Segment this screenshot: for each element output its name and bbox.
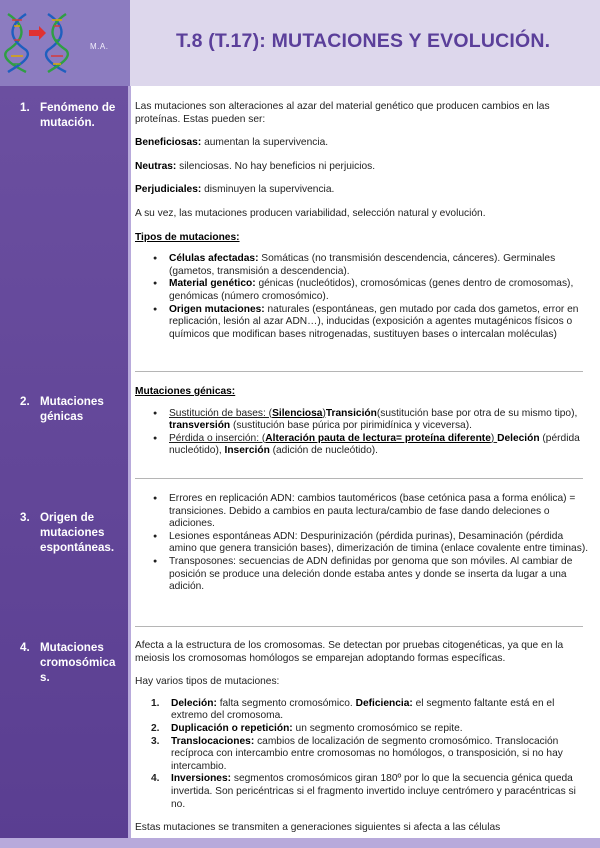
text-run: Sustitución de bases: ( [169, 407, 273, 419]
definition: silenciosas. No hay beneficios ni perjuicios. [176, 160, 376, 172]
types-intro-text: Hay varios tipos de mutaciones: [135, 676, 280, 688]
list-item [135, 304, 589, 342]
text-run: ) [322, 407, 326, 419]
list-item [135, 278, 589, 303]
term: Deleción: [171, 697, 217, 709]
list-item [135, 408, 589, 433]
section-geneticas [135, 386, 589, 458]
definition: segmentos cromosómicos giran 180º por lo que la secuencia génica queda invertida. Son pericéntricas si el fragmento invertido incluye centrómero y paracéntricas si no. [171, 773, 576, 810]
summary-text: A su vez, las mutaciones producen variabilidad, selección natural y evolución. [135, 207, 486, 219]
type-neutras [135, 161, 589, 174]
section-fenomeno [135, 101, 589, 341]
text-run: (adición de nucleótido). [269, 445, 378, 457]
term: Deficiencia: [355, 697, 413, 709]
term: Células afectadas: [169, 253, 259, 265]
sidebar-item-number: 4. [20, 641, 30, 654]
list-item: ● Lesiones espontáneas ADN: Despurinización (pérdida purinas), Desaminación (pérdida amino que genera transición bases), dimerización de timina (enlace covalente entre timinas). [135, 531, 589, 556]
type-perjudiciales [135, 184, 589, 197]
list-number: 4. [151, 773, 160, 785]
term: Material genético: [169, 278, 256, 290]
dna-logo-icon [4, 10, 70, 76]
term: Alteración pauta de lectura= proteína diferente [265, 432, 491, 444]
type-beneficiosas [135, 137, 589, 150]
list-item: ● Transposones: secuencias de ADN definidas por genoma que son móviles. Al cambiar de posición se produce una deleción donde estaba antes y donde se inserta da lugar a una adición. [135, 556, 589, 594]
term: Inversiones: [171, 773, 232, 785]
term: Duplicación o repetición: [171, 722, 293, 734]
section-cromosomicas [135, 640, 589, 835]
sidebar-item-label: Mutaciones génicas [40, 395, 104, 423]
definition: aumentan la supervivencia. [201, 137, 329, 149]
footer-strip [0, 838, 600, 848]
sidebar [0, 86, 128, 848]
list-item [135, 773, 589, 811]
mutation-types-list [135, 253, 589, 341]
page-title: T.8 (T.17): MUTACIONES Y EVOLUCIÓN. [176, 30, 551, 52]
definition: génicas (nucleótidos), cromosómicas (genes dentro de cromosomas), genómicas (número cromosómico). [169, 278, 574, 302]
section-heading: Tipos de mutaciones: [135, 231, 240, 243]
divider [135, 626, 583, 627]
definition: cambios de localización de segmento cromosómico. Translocación recíproca con intercambio entre cromosomas no homólogos, o transposición, si no hay intercambio. [171, 735, 563, 772]
definition: disminuyen la supervivencia. [201, 184, 335, 196]
outro-text: Estas mutaciones se transmiten a generaciones siguientes si afecta a las células [135, 822, 501, 834]
text-run: ) [490, 432, 498, 444]
section-heading: Mutaciones génicas: [135, 386, 236, 397]
header-logo-panel [0, 0, 130, 86]
sidebar-item-label: Mutaciones cromosómica s. [40, 641, 116, 684]
chromosomal-types-list [135, 698, 589, 811]
text-run: (sustitución base por otra de su mismo tipo), [376, 407, 578, 419]
spontaneous-origins-list [135, 493, 589, 594]
intro-text: Afecta a la estructura de los cromosomas. Se detectan por pruebas citogenéticas, ya que en la meiosis los cromosomas homólogos se emparejan adoptando formas específicas. [135, 640, 564, 664]
sidebar-item-label: Fenómeno de mutación. [40, 101, 116, 129]
sidebar-item-number: 3. [20, 511, 30, 524]
list-item [135, 433, 589, 458]
definition: falta segmento cromosómico. [216, 697, 356, 709]
term: Perjudiciales: [135, 184, 202, 196]
list-item [135, 253, 589, 278]
term: Deleción [497, 432, 540, 444]
term: Beneficiosas: [135, 137, 202, 149]
divider [135, 478, 583, 479]
list-item [135, 723, 589, 736]
section-origen [135, 493, 589, 594]
sidebar-edge [128, 86, 131, 848]
intro-text: Las mutaciones son alteraciones al azar del material genético que producen cambios en las proteínas. Estas pueden ser: [135, 101, 550, 125]
sidebar-item-number: 2. [20, 395, 30, 408]
term: Translocaciones: [171, 735, 255, 747]
list-number: 1. [151, 697, 160, 709]
definition: naturales (espontáneas, gen mutado por cada dos gametos, error en replicación, lesión al azar ADN…), inducidas (exposición a agentes mutagénicos físicos o químicos que modifican bases nitrogenadas, sustituyen bases o intercalan moléculas) [169, 303, 579, 340]
definition: un segmento cromosómico se repite. [292, 722, 463, 734]
definition: el segmento faltante está en el extremo del cromosoma. [171, 697, 555, 722]
list-item: ● Errores en replicación ADN: cambios tautoméricos (base cetónica pasa a forma enólica) = transiciones. Debido a cambios en pauta lectura/cambio de fase dando deleciones o adiciones. [135, 493, 589, 531]
list-item [135, 698, 589, 723]
term: Silenciosa [272, 407, 323, 419]
list-item [135, 736, 589, 774]
sidebar-item-number: 1. [20, 101, 30, 114]
term: Inserción [224, 445, 270, 457]
text-run: Pérdida o inserción: ( [169, 432, 266, 444]
author-tag: M.A. [90, 42, 109, 51]
list-number: 3. [151, 735, 160, 747]
term: Neutras: [135, 160, 177, 172]
term: transversión [169, 420, 231, 432]
divider [135, 371, 583, 372]
text-run: (sustitución base púrica por pirimidínica y viceversa). [230, 420, 472, 432]
list-number: 2. [151, 722, 160, 734]
term: Transición [325, 407, 377, 419]
sidebar-item-label: Origen de mutaciones espontáneas. [40, 511, 115, 554]
term: Origen mutaciones: [169, 303, 265, 315]
text-run: (pérdida nucleótido), [169, 432, 580, 457]
genic-mutations-list [135, 408, 589, 458]
page-header [0, 0, 600, 86]
definition: Somáticas (no transmisión descendencia, cánceres). Germinales (gametos, transmisión a descendencia). [169, 253, 556, 277]
